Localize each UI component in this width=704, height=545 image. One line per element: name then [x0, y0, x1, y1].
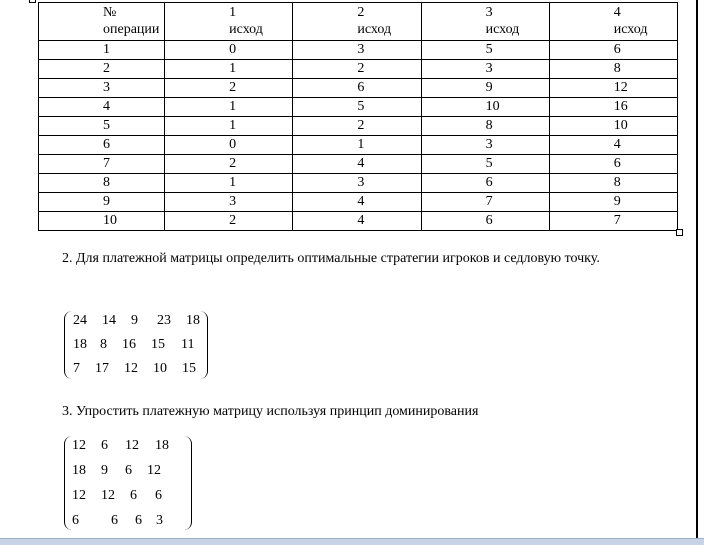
- header-line-number: №: [103, 5, 117, 20]
- matrix-left-bracket: [64, 311, 72, 379]
- table-cell[interactable]: 3: [293, 174, 421, 193]
- table-cell[interactable]: 2: [165, 155, 293, 174]
- matrix-cell: 12: [147, 463, 161, 478]
- table-cell[interactable]: 1: [165, 98, 293, 117]
- table-cell[interactable]: 0: [165, 136, 293, 155]
- table-cell[interactable]: 8: [549, 60, 677, 79]
- task-3-text: 3. Упростить платежную матрицу используя принцип доминирования: [62, 404, 479, 419]
- matrix-cell: 3: [156, 513, 163, 528]
- header-line-label: исход: [357, 22, 392, 37]
- dominance-matrix: [64, 436, 192, 530]
- matrix-cell: 18: [72, 463, 86, 478]
- matrix-cell: 12: [101, 488, 115, 503]
- header-line-label: исход: [485, 22, 520, 37]
- table-cell[interactable]: 5: [421, 41, 549, 60]
- table-cell[interactable]: 0: [165, 41, 293, 60]
- table-cell[interactable]: 16: [549, 98, 677, 117]
- matrix-cell: 9: [101, 463, 108, 478]
- table-cell[interactable]: 3: [421, 60, 549, 79]
- matrix-cell: 12: [124, 361, 138, 376]
- matrix-cell: 11: [181, 337, 195, 352]
- matrix-cell: 6: [130, 488, 137, 503]
- header-line-number: 1: [229, 5, 237, 20]
- table-cell[interactable]: 5: [39, 117, 165, 136]
- table-cell[interactable]: 4: [293, 193, 421, 212]
- table-cell[interactable]: 5: [421, 155, 549, 174]
- table-cell[interactable]: 10: [39, 212, 165, 231]
- table-row: [39, 98, 678, 117]
- table-cell[interactable]: 6: [549, 41, 677, 60]
- table-cell[interactable]: 1: [293, 136, 421, 155]
- table-move-handle[interactable]: [29, 0, 36, 3]
- matrix-left-bracket: [64, 436, 72, 530]
- table-cell[interactable]: 9: [39, 193, 165, 212]
- table-cell[interactable]: 1: [165, 117, 293, 136]
- table-cell[interactable]: 12: [549, 79, 677, 98]
- table-cell[interactable]: 6: [549, 155, 677, 174]
- table-row: [39, 60, 678, 79]
- table-header-cell[interactable]: [549, 3, 677, 41]
- matrix-cell: 12: [125, 438, 139, 453]
- table-cell[interactable]: 2: [165, 79, 293, 98]
- matrix-cell: 10: [153, 361, 167, 376]
- table-cell[interactable]: 6: [421, 174, 549, 193]
- table-cell[interactable]: 3: [165, 193, 293, 212]
- matrix-cell: 15: [182, 361, 196, 376]
- table-cell[interactable]: 7: [549, 212, 677, 231]
- matrix-cell: 6: [155, 488, 162, 503]
- matrix-cell: 18: [155, 438, 169, 453]
- table-row: [39, 174, 678, 193]
- matrix-cell: 23: [157, 313, 171, 328]
- matrix-cell: 17: [95, 361, 109, 376]
- matrix-right-bracket: [184, 436, 192, 530]
- table-cell[interactable]: 4: [293, 155, 421, 174]
- table-cell[interactable]: 2: [165, 212, 293, 231]
- table-cell[interactable]: 1: [165, 60, 293, 79]
- matrix-right-bracket: [200, 311, 208, 379]
- table-cell[interactable]: 8: [39, 174, 165, 193]
- matrix-cell: 12: [72, 488, 86, 503]
- table-cell[interactable]: 7: [421, 193, 549, 212]
- table-cell[interactable]: 10: [421, 98, 549, 117]
- header-line-number: 2: [357, 5, 365, 20]
- table-cell[interactable]: 6: [293, 79, 421, 98]
- table-cell[interactable]: 10: [549, 117, 677, 136]
- table-row: [39, 117, 678, 136]
- header-line-number: 4: [613, 5, 621, 20]
- matrix-cell: 16: [122, 337, 136, 352]
- matrix-cell: 6: [125, 463, 132, 478]
- header-line-label: исход: [229, 22, 263, 37]
- table-row: [39, 41, 678, 60]
- operations-table[interactable]: [38, 2, 678, 231]
- matrix-cell: 24: [73, 313, 87, 328]
- table-cell[interactable]: 6: [39, 136, 165, 155]
- table-cell[interactable]: 1: [165, 174, 293, 193]
- header-line-label: операции: [103, 22, 160, 37]
- table-cell[interactable]: 4: [549, 136, 677, 155]
- table-cell[interactable]: 2: [293, 117, 421, 136]
- matrix-cell: 6: [72, 513, 79, 528]
- matrix-cell: 18: [186, 313, 200, 328]
- table-cell[interactable]: 2: [293, 60, 421, 79]
- payoff-matrix: [64, 311, 208, 379]
- table-header-cell[interactable]: [293, 3, 421, 41]
- header-line-label: исход: [613, 22, 648, 37]
- table-row: [39, 193, 678, 212]
- table-cell[interactable]: 3: [39, 79, 165, 98]
- table-cell[interactable]: 1: [39, 41, 165, 60]
- matrix-cell: 15: [151, 337, 165, 352]
- page-edge: [696, 0, 698, 538]
- table-cell[interactable]: 8: [549, 174, 677, 193]
- matrix-cell: 18: [73, 337, 87, 352]
- table-header-cell[interactable]: [421, 3, 549, 41]
- table-row: [39, 212, 678, 231]
- table-row: [39, 79, 678, 98]
- header-line-number: 3: [485, 5, 493, 20]
- table-cell[interactable]: 6: [421, 212, 549, 231]
- matrix-cell: 7: [73, 361, 80, 376]
- table-cell[interactable]: 3: [421, 136, 549, 155]
- matrix-cell: 9: [131, 313, 138, 328]
- table-cell[interactable]: 2: [39, 60, 165, 79]
- table-cell[interactable]: 5: [293, 98, 421, 117]
- matrix-cell: 6: [101, 438, 108, 453]
- task-2-text: 2. Для платежной матрицы определить оптимальные стратегии игроков и седловую точку.: [62, 251, 600, 266]
- table-header-cell[interactable]: [39, 3, 165, 41]
- table-cell[interactable]: 4: [39, 98, 165, 117]
- table-cell[interactable]: 8: [421, 117, 549, 136]
- matrix-cell: 6: [111, 513, 118, 528]
- table-cell[interactable]: 9: [421, 79, 549, 98]
- matrix-cell: 12: [72, 438, 86, 453]
- table-cell[interactable]: 4: [293, 212, 421, 231]
- table-header-cell[interactable]: [165, 3, 293, 41]
- matrix-cell: 8: [100, 337, 107, 352]
- table-resize-handle[interactable]: [676, 229, 683, 236]
- table-row: [39, 136, 678, 155]
- table-header-row: [39, 3, 678, 41]
- matrix-cell: 14: [102, 313, 116, 328]
- table-row: [39, 155, 678, 174]
- matrix-cell: 6: [135, 513, 142, 528]
- table-cell[interactable]: 9: [549, 193, 677, 212]
- table-cell[interactable]: 3: [293, 41, 421, 60]
- table-cell[interactable]: 7: [39, 155, 165, 174]
